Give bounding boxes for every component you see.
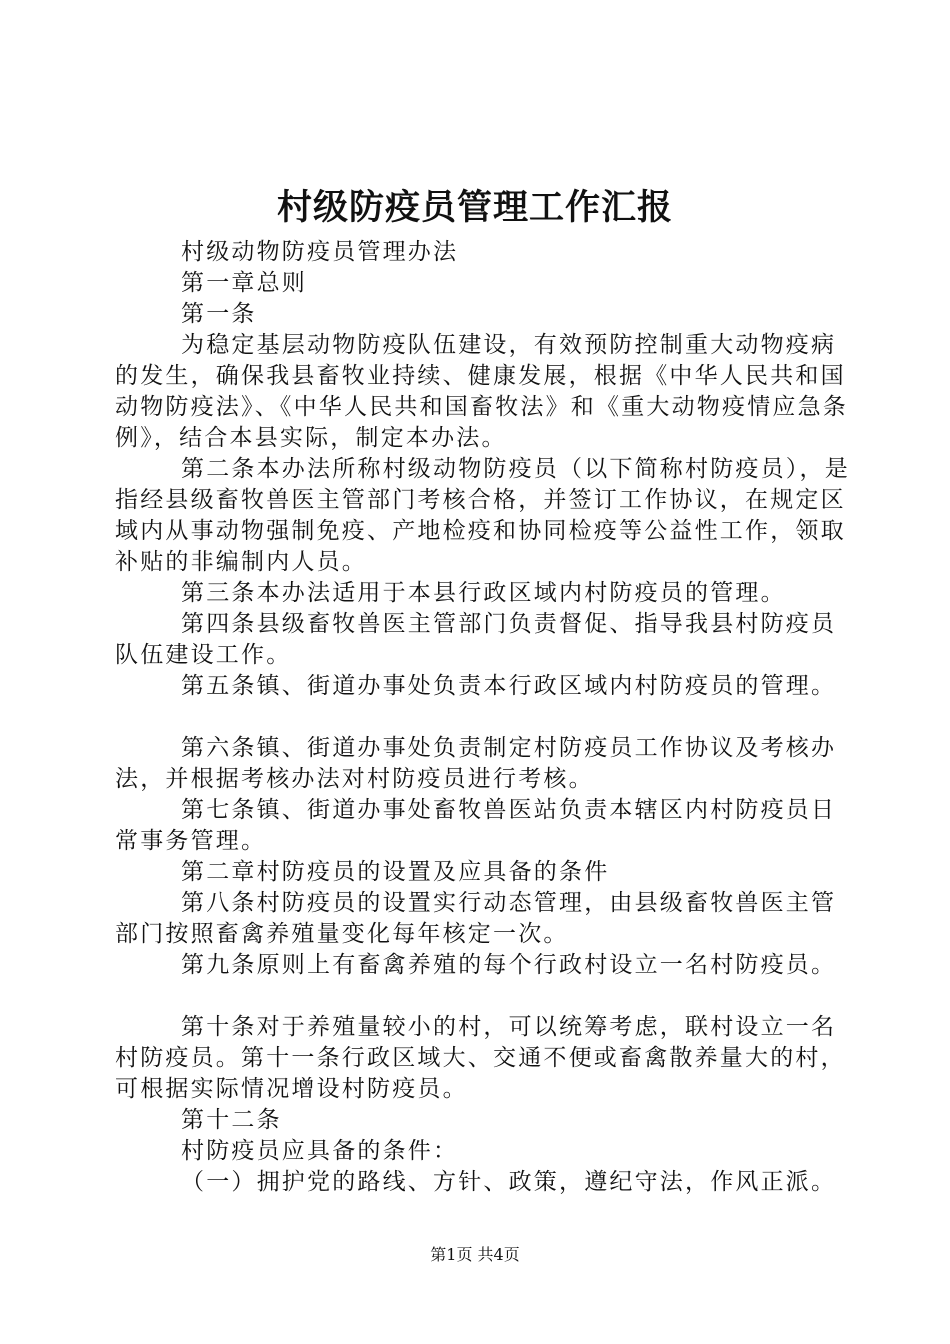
paragraph-article-9: 第九条原则上有畜禽养殖的每个行政村设立一名村防疫员。 bbox=[181, 952, 837, 978]
paragraph-article-4: 第四条县级畜牧兽医主管部门负责督促、指导我县村防疫员队伍建设工作。 bbox=[115, 611, 837, 668]
paragraph-article-10-11: 第十条对于养殖量较小的村，可以统筹考虑，联村设立一名村防疫员。第十一条行政区域大、交通不便或畜禽散养量大的村，可根据实际情况增设村防疫员。 bbox=[115, 1014, 846, 1102]
paragraph-chapter-1: 第一章总则 bbox=[181, 270, 307, 296]
document-body bbox=[115, 237, 855, 1198]
page-number-footer: 第1页 共4页 bbox=[430, 1245, 520, 1264]
document-title: 村级防疫员管理工作汇报 bbox=[276, 187, 673, 228]
paragraph-article-3: 第三条本办法适用于本县行政区域内村防疫员的管理。 bbox=[181, 580, 786, 606]
paragraph-article-12-heading: 第十二条 bbox=[181, 1107, 282, 1133]
paragraph-article-1: 为稳定基层动物防疫队伍建设，有效预防控制重大动物疫病的发生，确保我县畜牧业持续、健康发展，根据《中华人民共和国动物防疫法》、《中华人民共和国畜牧法》和《重大动物疫情应急条例》，结合本县实际，制定本办法。 bbox=[115, 332, 848, 451]
paragraph-article-8: 第八条村防疫员的设置实行动态管理，由县级畜牧兽医主管部门按照畜禽养殖量变化每年核定一次。 bbox=[115, 890, 837, 947]
paragraph-article-7: 第七条镇、街道办事处畜牧兽医站负责本辖区内村防疫员日常事务管理。 bbox=[115, 797, 837, 854]
paragraph-article-6: 第六条镇、街道办事处负责制定村防疫员工作协议及考核办法，并根据考核办法对村防疫员进行考核。 bbox=[115, 735, 837, 792]
paragraph-article-5: 第五条镇、街道办事处负责本行政区域内村防疫员的管理。 bbox=[181, 673, 837, 699]
paragraph-conditions-intro: 村防疫员应具备的条件： bbox=[181, 1138, 459, 1164]
paragraph-subtitle: 村级动物防疫员管理办法 bbox=[181, 239, 459, 265]
paragraph-article-1-heading: 第一条 bbox=[181, 301, 257, 327]
paragraph-article-2: 第二条本办法所称村级动物防疫员（以下简称村防疫员），是指经县级畜牧兽医主管部门考核合格，并签订工作协议，在规定区域内从事动物强制免疫、产地检疫和协同检疫等公益性工作，领取补贴的非编制内人员。 bbox=[115, 456, 850, 575]
paragraph-chapter-2: 第二章村防疫员的设置及应具备的条件 bbox=[181, 859, 610, 885]
paragraph-condition-1: （一）拥护党的路线、方针、政策，遵纪守法，作风正派。 bbox=[181, 1169, 837, 1195]
